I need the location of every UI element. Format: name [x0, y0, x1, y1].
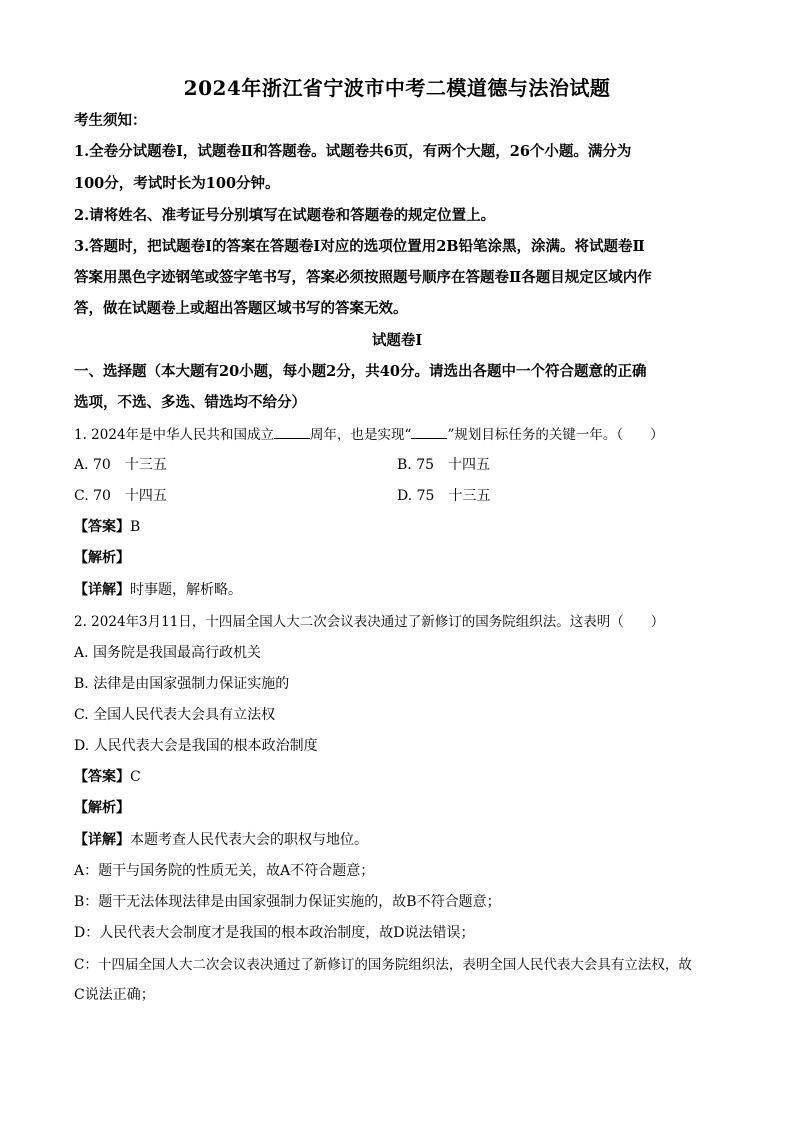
notice-line-6: 答，做在试题卷上或超出答题区域书写的答案无效。 — [74, 300, 408, 317]
q2-stem: 2. 2024年3月11日，十四届全国人大二次会议表决通过了新修订的国务院组织法。这表明（ ） — [74, 614, 665, 630]
section-title: 试题卷Ⅰ — [371, 332, 423, 349]
q2-analysis-tag: 【解析】 — [74, 800, 130, 816]
q1-stem-a: 1. 2024年是中华人民共和国成立 — [74, 427, 275, 443]
q2-explain-b: B：题干无法体现法律是由国家强制力保证实施的，故B不符合题意； — [74, 894, 501, 910]
notice-line-4: 3.答题时，把试题卷Ⅰ的答案在答题卷Ⅰ对应的选项位置用2B铅笔涂黑，涂满。将试题卷Ⅱ — [74, 238, 645, 255]
q2-answer-tag: 【答案】 — [74, 769, 130, 785]
q1-option-d: D. 75 十三五 — [397, 488, 491, 504]
section1-line-2: 选项，不选、多选、错选均不给分） — [74, 394, 306, 411]
q2-detail-text: 本题考查人民代表大会的职权与地位。 — [130, 832, 368, 848]
q1-option-b: B. 75 十四五 — [397, 457, 491, 473]
q1-detail-tag: 【详解】 — [74, 582, 130, 598]
q2-option-a: A. 国务院是我国最高行政机关 — [74, 645, 262, 661]
notice-line-5: 答案用黑色字迹钢笔或签字笔书写，答案必须按照题号顺序在答题卷Ⅱ各题目规定区域内作 — [74, 269, 652, 286]
q2-explain-c: C：十四届全国人大二次会议表决通过了新修订的国务院组织法，表明全国人民代表大会具有立法权，故 — [74, 957, 692, 973]
notice-line-3: 2.请将姓名、准考证号分别填写在试题卷和答题卷的规定位置上。 — [74, 207, 496, 224]
q1-analysis-tag: 【解析】 — [74, 550, 130, 566]
q1-option-a: A. 70 十三五 — [74, 457, 167, 473]
q1-stem — [74, 423, 724, 443]
section1-line-1: 一、选择题（本大题有20小题，每小题2分，共40分。请选出各题中一个符合题意的正确 — [74, 363, 647, 380]
q1-blank-2 — [411, 426, 447, 439]
q2-detail — [74, 829, 724, 849]
q2-analysis — [74, 797, 724, 817]
q2-option-d: D. 人民代表大会是我国的根本政治制度 — [74, 738, 318, 754]
q1-blank-1 — [274, 426, 310, 439]
q1-answer-tag: 【答案】 — [74, 519, 130, 535]
q2-explain-c-cont: C说法正确； — [74, 987, 155, 1003]
q1-stem-b: 周年，也是实现“ — [310, 427, 412, 443]
q2-explain-a: A：题干与国务院的性质无关，故A不符合题意； — [74, 863, 375, 879]
q2-explain-d: D：人民代表大会制度才是我国的根本政治制度，故D说法错误； — [74, 925, 475, 941]
q1-answer — [74, 516, 724, 536]
notice-line-2: 100分，考试时长为100分钟。 — [74, 175, 280, 192]
page-title: 2024年浙江省宁波市中考二模道德与法治试题 — [183, 76, 611, 100]
q1-analysis — [74, 547, 724, 567]
notice-line-1: 1.全卷分试题卷Ⅰ，试题卷Ⅱ和答题卷。试题卷共6页，有两个大题，26个小题。满分为 — [74, 143, 632, 160]
q2-option-c: C. 全国人民代表大会具有立法权 — [74, 707, 276, 723]
notice-heading: 考生须知： — [74, 112, 147, 129]
q2-option-b: B. 法律是由国家强制力保证实施的 — [74, 676, 290, 692]
q1-option-c: C. 70 十四五 — [74, 488, 167, 504]
q2-answer — [74, 766, 724, 786]
q2-answer-value: C — [130, 769, 141, 785]
q1-stem-c: ”规划目标任务的关键一年。（ ） — [447, 427, 664, 443]
q1-detail — [74, 579, 724, 599]
q2-detail-tag: 【详解】 — [74, 832, 130, 848]
q1-detail-text: 时事题，解析略。 — [130, 582, 242, 598]
q1-answer-value: B — [130, 519, 141, 535]
